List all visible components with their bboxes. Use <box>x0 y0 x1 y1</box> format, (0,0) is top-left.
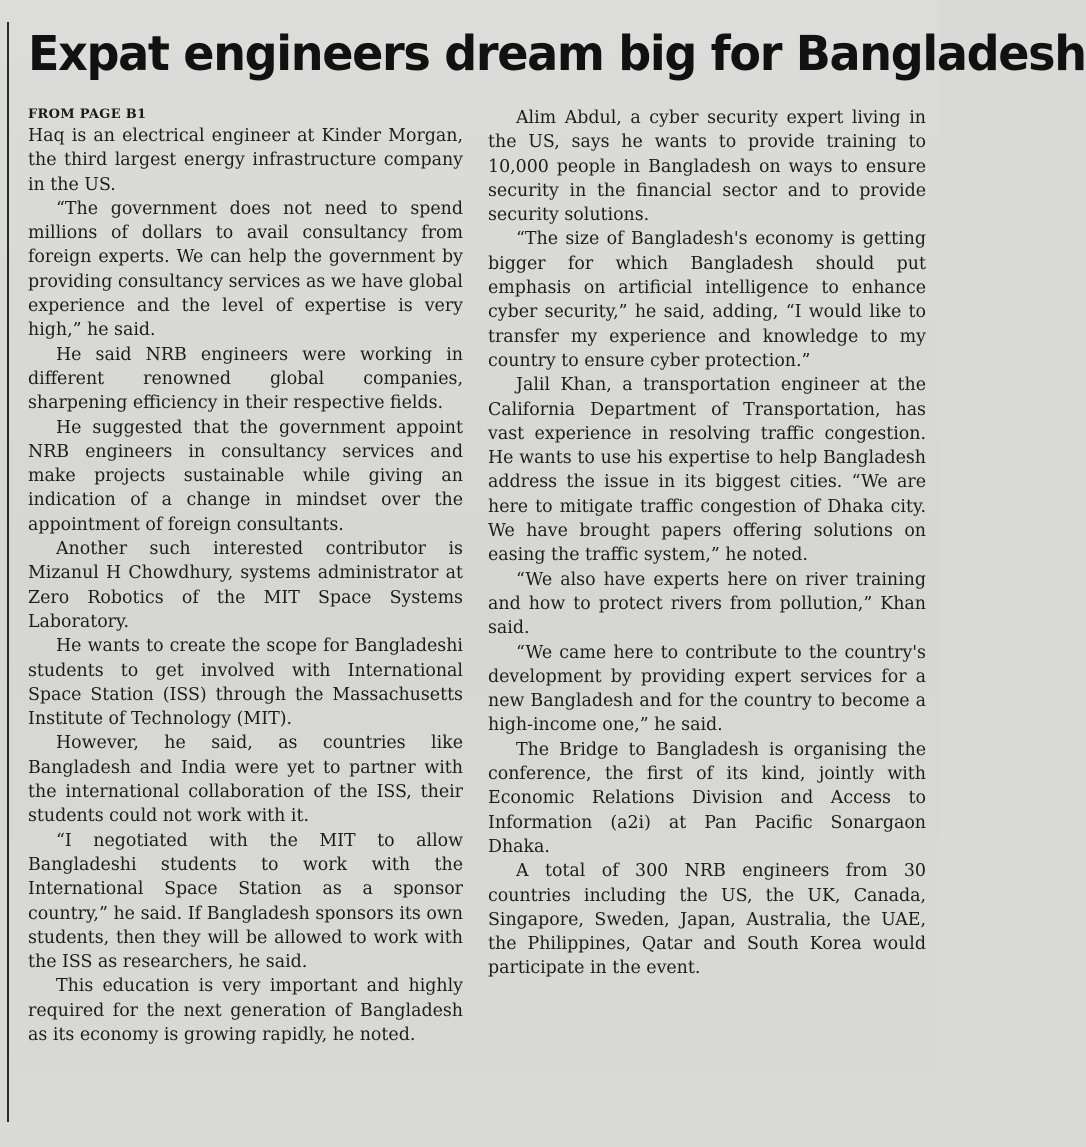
paragraph: Jalil Khan, a transportation engineer at the California Department of Transportation, has vast experience in resolving traffic congestion. He wants to use his expertise to help Bangladesh address the issue in its biggest cities. “We are here to mitigate traffic congestion of Dhaka city. We have brought papers offering solutions on easing the traffic system,” he noted. <box>488 375 926 566</box>
paragraph: “The size of Bangladesh's economy is getting bigger for which Bangladesh should put emphasis on artificial intelligence to enhance cyber security,” he said, adding, “I would like to transfer my experience and knowledge to my country to ensure cyber protection.” <box>488 229 926 371</box>
paragraph: However, he said, as countries like Bangladesh and India were yet to partner with the international collaboration of the ISS, their students could not work with it. <box>28 733 463 827</box>
paragraph: “The government does not need to spend millions of dollars to avail consultancy from foreign experts. We can help the government by providing consultancy services as we have global experience and the level of expertise is very high,” he said. <box>28 198 463 341</box>
paragraph: This education is very important and highly required for the next generation of Bangladesh as its economy is growing rapidly, he noted. <box>28 976 463 1045</box>
paragraph: Alim Abdul, a cyber security expert living in the US, says he wants to provide training to 10,000 people in Bangladesh on ways to ensure security in the financial sector and to provide security solutions. <box>488 108 926 226</box>
paragraph: Haq is an electrical engineer at Kinder Morgan, the third largest energy infrastructure company in the US. <box>28 126 463 195</box>
paragraph: He said NRB engineers were working in different renowned global companies, sharpening efficiency in their respective fields. <box>28 344 463 414</box>
paragraph: The Bridge to Bangladesh is organising the conference, the first of its kind, jointly with Economic Relations Division and Access to Information (a2i) at Pan Pacific Sonargaon Dhaka. <box>488 739 926 857</box>
article-column-left <box>28 106 463 1047</box>
article-headline: Expat engineers dream big for Bangladesh <box>28 26 1086 82</box>
paragraph: A total of 300 NRB engineers from 30 countries including the US, the UK, Canada, Singapore, Sweden, Japan, Australia, the UAE, the Philippines, Qatar and South Korea would participate in the event. <box>488 861 926 979</box>
column-rule <box>7 22 9 1122</box>
paragraph: “We also have experts here on river training and how to protect rivers from pollution,” Khan said. <box>488 569 926 639</box>
paragraph: He suggested that the government appoint NRB engineers in consultancy services and make projects sustainable while giving an indication of a change in mindset over the appointment of foreign consultants. <box>28 417 463 535</box>
paragraph: Another such interested contributor is Mizanul H Chowdhury, systems administrator at Zero Robotics of the MIT Space Systems Laboratory. <box>28 539 463 632</box>
article-column-right <box>488 106 926 981</box>
continuation-label: FROM PAGE B1 <box>28 107 147 122</box>
paragraph: “I negotiated with the MIT to allow Bangladeshi students to work with the International Space Station as a sponsor country,” he said. If Bangladesh sponsors its own students, then they will be allowed to work with the ISS as researchers, he said. <box>28 830 463 973</box>
paragraph: He wants to create the scope for Bangladeshi students to get involved with International Space Station (ISS) through the Massachusetts Institute of Technology (MIT). <box>28 636 463 730</box>
paragraph: “We came here to contribute to the country's development by providing expert services for a new Bangladesh and for the country to become a high-income one,” he said. <box>488 642 926 736</box>
